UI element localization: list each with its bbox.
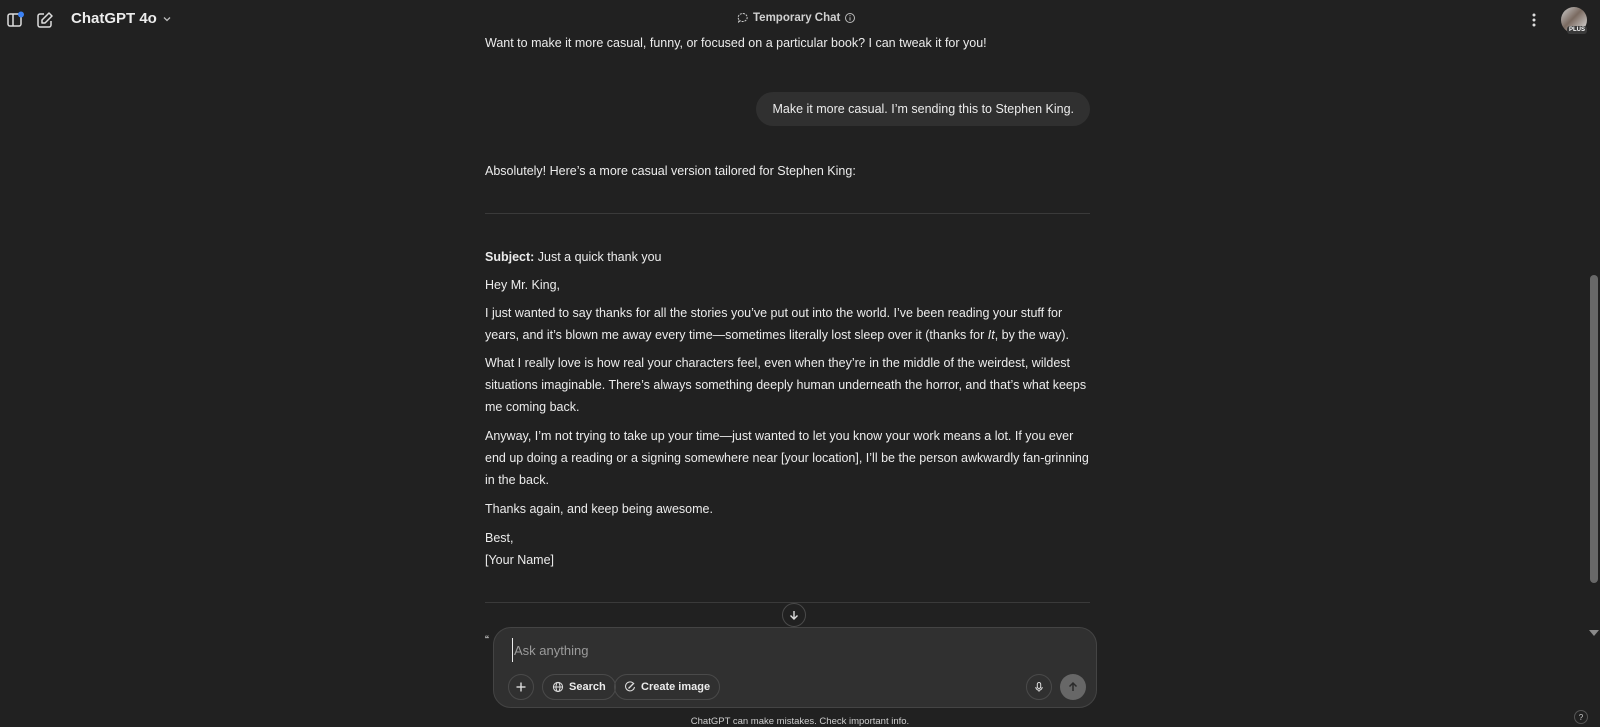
partial-text-glyph: “: [485, 633, 489, 647]
email-subject: [485, 246, 1090, 268]
subject-text: Just a quick thank you: [534, 250, 662, 264]
scroll-down-arrow-icon[interactable]: [1589, 630, 1599, 636]
plus-icon: [515, 681, 527, 693]
email-name: [Your Name]: [485, 553, 555, 567]
model-selector[interactable]: [71, 10, 173, 27]
info-icon[interactable]: [844, 12, 856, 24]
create-image-label: Create image: [641, 681, 711, 693]
temporary-chat-indicator: [737, 12, 856, 24]
divider: [485, 602, 1090, 603]
message-input[interactable]: [512, 638, 1076, 662]
help-button[interactable]: ?: [1574, 710, 1588, 724]
voice-input-button[interactable]: [1026, 674, 1052, 700]
chevron-down-icon: [161, 13, 173, 25]
temporary-chat-label: Temporary Chat: [753, 12, 841, 24]
model-label: ChatGPT 4o: [71, 10, 157, 27]
image-brush-icon: [624, 681, 636, 693]
email-paragraph-2: What I really love is how real your characters feel, even when they’re in the middle of the weirdest, wildest situations imaginable. There’s always something deeply human underneath the horror, and that’s what keeps me coming back.: [485, 356, 1087, 414]
chat-bubble-icon: [737, 12, 749, 24]
email-paragraph-3: Anyway, I’m not trying to take up your time—just wanted to let you know your work means a lot. If you ever end up doing a reading or a signing somewhere near [your location], I’ll be the person awkwardly fan-grinning in the back.: [485, 429, 1089, 487]
assistant-message-top: Want to make it more casual, funny, or focused on a particular book? I can tweak it for you!: [485, 36, 987, 50]
attach-button[interactable]: [508, 674, 534, 700]
email-paragraph-1: [485, 302, 1090, 346]
p1-text-end: , by the way).: [994, 328, 1070, 342]
composer: [493, 627, 1097, 708]
assistant-intro: Absolutely! Here’s a more casual version tailored for Stephen King:: [485, 164, 856, 178]
microphone-icon: [1033, 681, 1045, 693]
create-image-button[interactable]: [614, 674, 720, 700]
globe-icon: [552, 681, 564, 693]
user-message-bubble: [756, 92, 1090, 126]
book-title: It: [987, 328, 995, 342]
email-greeting: Hey Mr. King,: [485, 278, 561, 292]
search-button[interactable]: [542, 674, 616, 700]
divider: [485, 213, 1090, 214]
email-signoff: Best,: [485, 531, 514, 545]
p1-text: I just wanted to say thanks for all the stories you’ve put out into the world. I’ve been reading your stuff for years, and it’s blown me away every time—sometimes literally lost sleep over it (thanks for: [485, 306, 1063, 342]
more-options-icon[interactable]: [1525, 10, 1543, 30]
scrollbar-thumb[interactable]: [1590, 275, 1598, 583]
scroll-to-bottom-button[interactable]: [782, 603, 806, 627]
arrow-up-icon: [1067, 681, 1079, 693]
plan-badge: PLUS: [1569, 27, 1586, 33]
disclaimer-text: ChatGPT can make mistakes. Check important info.: [690, 716, 910, 727]
new-chat-icon[interactable]: [35, 10, 55, 30]
search-label: Search: [569, 681, 606, 693]
subject-label: Subject:: [485, 250, 535, 264]
email-paragraph-4: Thanks again, and keep being awesome.: [485, 502, 713, 516]
send-button[interactable]: [1060, 674, 1086, 700]
user-message-text: Make it more casual. I’m sending this to Stephen King.: [772, 102, 1074, 116]
sidebar-toggle-icon[interactable]: [5, 10, 25, 30]
arrow-down-icon: [788, 609, 800, 621]
